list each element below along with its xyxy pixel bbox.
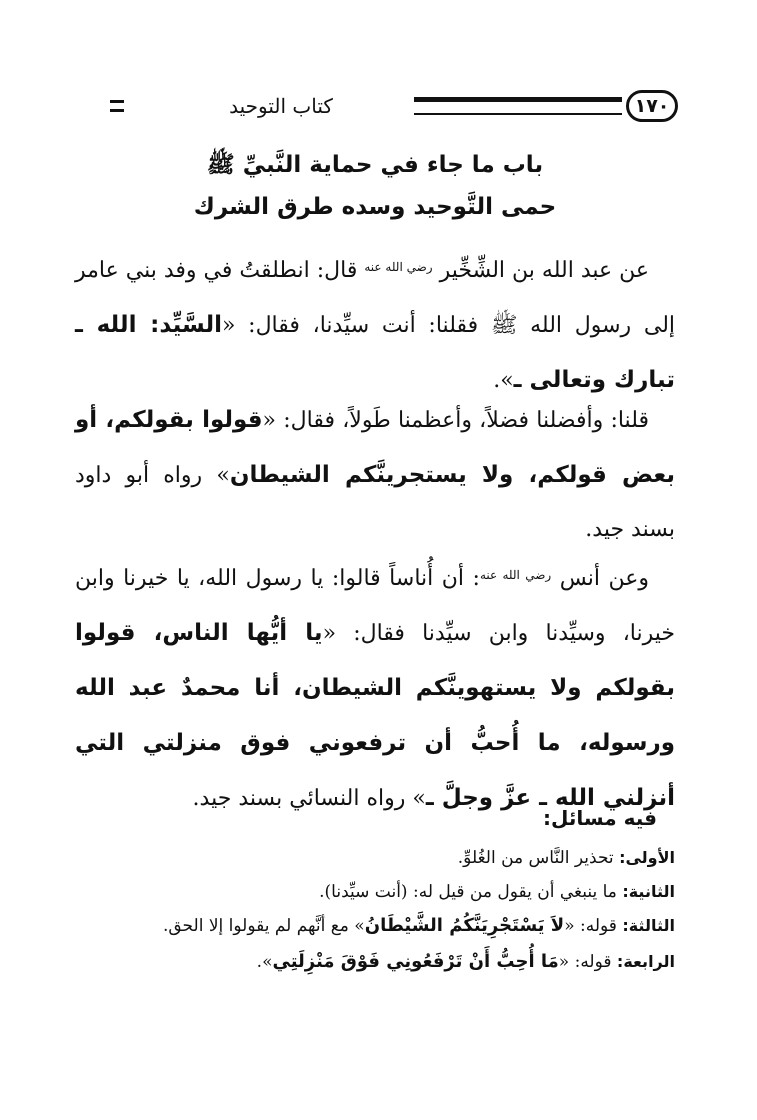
- chapter-title-line1: باب ما جاء في حماية النَّبيِّ ﷺ: [206, 152, 544, 178]
- paragraph-text: » رواه أبو داود بسند جيد.: [75, 463, 675, 542]
- issue-quote: لاَ يَسْتَجْرِيَنَّكُمُ الشَّيْطَانُ: [364, 915, 565, 936]
- header-rule-left: [110, 100, 124, 112]
- book-title: كتاب التوحيد: [229, 94, 333, 118]
- hadith-text: السَّيِّد: الله ـ تبارك وتعالى ـ: [75, 312, 675, 393]
- header-rule-right: [414, 97, 622, 115]
- issue-text: قوله: «: [564, 916, 623, 936]
- paragraph-1: [75, 240, 675, 408]
- paragraph-text: قال: انطلقتُ في وفد بني عامر إلى رسول الله ﷺ فقلنا: أنت سيِّدنا، فقال: «: [75, 258, 676, 338]
- honorific: رضي الله عنه: [364, 260, 433, 274]
- paragraph-text: عن عبد الله بن الشِّخِّير: [439, 258, 650, 283]
- issue-label: الثالثة:: [622, 916, 675, 935]
- issue-item: [75, 877, 675, 907]
- paragraph-text: : أن أُناساً قالوا: يا رسول الله، يا خيرنا وابن خيرنا، وسيِّدنا وابن سيِّدنا فقال: «: [75, 566, 675, 646]
- issue-item: [75, 911, 675, 941]
- page-number: ١٧٠: [626, 90, 678, 122]
- paragraph-text: ».: [493, 368, 514, 393]
- issue-text: ».: [256, 952, 273, 972]
- hadith-text: يا أيُّها الناس، قولوا بقولكم ولا يستهوينَّكم الشيطان، أنا محمدٌ عبد الله ورسوله، ما أُحبُّ أن ترفعوني فوق منزلتي التي أنزلني الله ـ عزَّ وجلَّ ـ: [75, 620, 675, 811]
- issue-text: » مع أنَّهم لم يقولوا إلا الحق.: [162, 916, 365, 936]
- page-header: [82, 88, 678, 128]
- issue-text: ما ينبغي أن يقول من قيل له: (أنت سيِّدنا).: [319, 882, 623, 902]
- honorific: رضي الله عنه: [479, 568, 552, 582]
- chapter-title-line2: حمى التَّوحيد وسده طرق الشرك: [193, 194, 557, 220]
- paragraph-2: [75, 393, 675, 557]
- paragraph-3: [75, 548, 675, 826]
- paragraph-text: قلنا: وأفضلنا فضلاً، وأعظمنا طَولاً، فقال: «: [262, 408, 649, 433]
- issue-item: [75, 947, 675, 977]
- issue-item: [75, 843, 675, 873]
- issue-text: قوله: «: [558, 952, 617, 972]
- issues-heading: فيه مسائل:: [543, 806, 657, 830]
- paragraph-text: » رواه النسائي بسند جيد.: [192, 786, 426, 811]
- issue-label: الثانية:: [622, 882, 675, 901]
- issue-label: الرابعة:: [616, 952, 675, 971]
- issue-quote: مَا أُحِبُّ أَنْ تَرْفَعُونِي فَوْقَ مَنْزِلَتِي: [272, 951, 559, 972]
- issue-label: الأولى:: [619, 848, 675, 867]
- issue-text: تحذير النَّاس من الغُلوِّ.: [457, 848, 620, 868]
- paragraph-text: وعن أنس: [559, 566, 650, 591]
- hadith-text: قولوا بقولكم، أو بعض قولكم، ولا يستجرينَّكم الشيطان: [75, 407, 675, 488]
